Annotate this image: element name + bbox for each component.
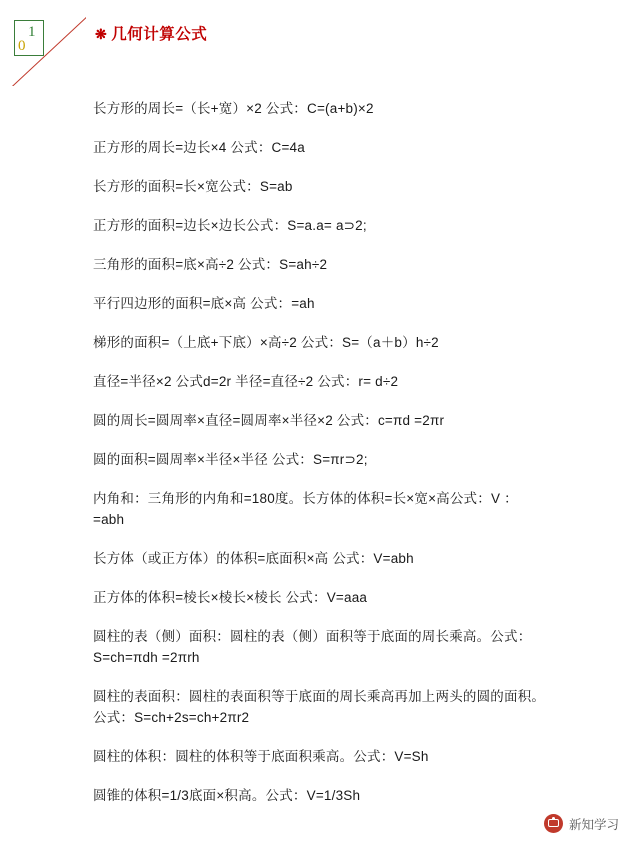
formula-line: 梯形的面积=（上底+下底）×高÷2 公式：S=（a＋b）h÷2: [93, 335, 439, 350]
logo-digit-zero: 0: [18, 38, 26, 54]
logo-digit-one: 1: [28, 24, 36, 40]
formula-line: 长方形的周长=（长+宽）×2 公式：C=(a+b)×2: [93, 101, 374, 116]
corner-logo-mark: [14, 20, 48, 60]
formula-line: 圆柱的体积：圆柱的体积等于底面积乘高。公式：V=Sh: [93, 749, 429, 764]
formula-line: 平行四边形的面积=底×高 公式：=ah: [93, 296, 315, 311]
page-title: [95, 22, 207, 44]
formula-line: 正方体的体积=棱长×棱长×棱长 公式：V=aaa: [93, 590, 368, 605]
formula-line: 圆的周长=圆周率×直径=圆周率×半径×2 公式：c=πd =2πr: [93, 413, 445, 428]
page-title-text: 几何计算公式: [111, 26, 208, 43]
camera-icon: [544, 814, 563, 833]
flower-icon: ❋: [95, 26, 108, 42]
formula-line: 正方形的周长=边长×4 公式：C=4a: [93, 140, 305, 155]
formula-line: 直径=半径×2 公式d=2r 半径=直径÷2 公式：r= d÷2: [93, 374, 399, 389]
formula-line: 圆柱的表（侧）面积：圆柱的表（侧）面积等于底面的周长乘高。公式：S=ch=πdh =2πrh: [93, 629, 532, 665]
formula-line: 圆锥的体积=1/3底面×积高。公式：V=1/3Sh: [93, 788, 361, 803]
formula-line: 三角形的面积=底×高÷2 公式：S=ah÷2: [93, 257, 328, 272]
formula-line: 圆的面积=圆周率×半径×半径 公式：S=πr⊃2;: [93, 452, 368, 467]
formula-list: [93, 98, 563, 824]
brand-label: 新知学习: [568, 817, 619, 832]
formula-line: 正方形的面积=边长×边长公式：S=a.a= a⊃2;: [93, 218, 367, 233]
formula-line: 圆柱的表面积：圆柱的表面积等于底面的周长乘高再加上两头的圆的面积。公式：S=ch+2s=ch+2πr2: [93, 689, 546, 725]
formula-line: 内角和：三角形的内角和=180度。长方体的体积=长×宽×高公式：V ：=abh: [93, 491, 518, 527]
formula-line: 长方形的面积=长×宽公式：S=ab: [93, 179, 293, 194]
formula-line: 长方体（或正方体）的体积=底面积×高 公式：V=abh: [93, 551, 414, 566]
brand-watermark: [544, 814, 619, 833]
logo-slash-line: [12, 16, 86, 86]
